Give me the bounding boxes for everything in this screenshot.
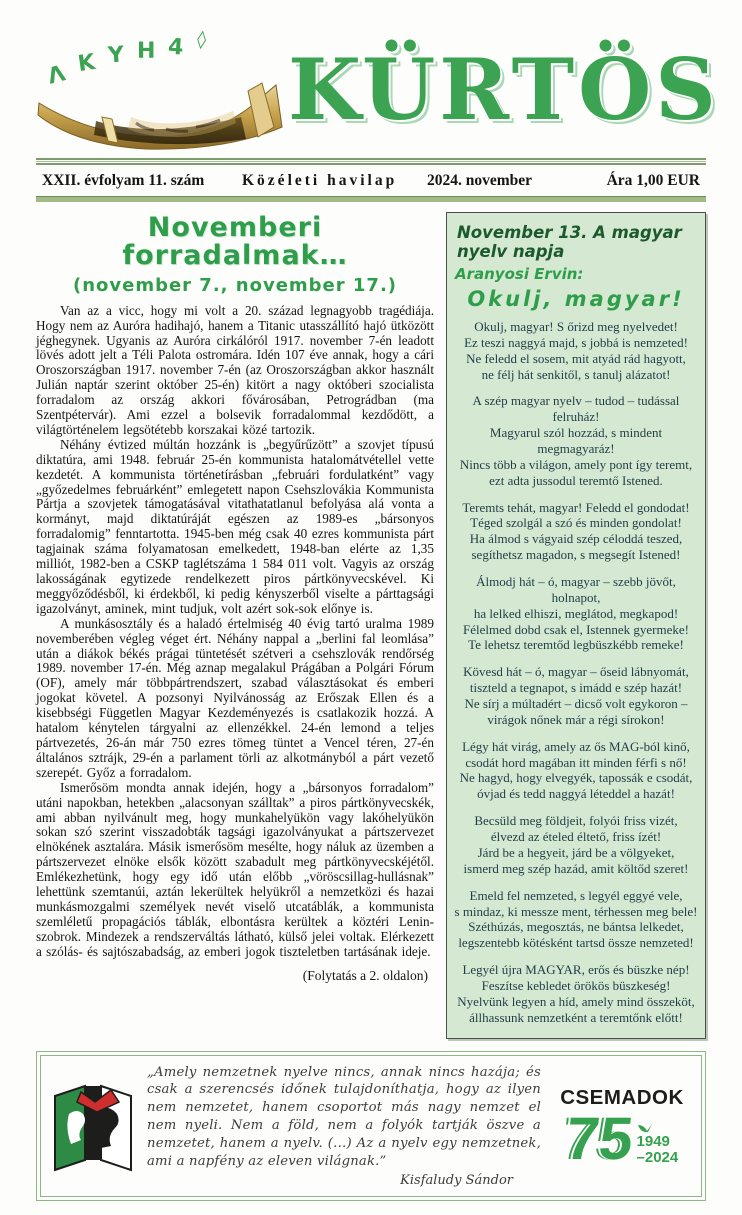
poem-line: ismerd meg szép hazád, amit költőd szeret! — [463, 860, 689, 876]
year-to: –2024 — [636, 1149, 679, 1167]
runic-script — [45, 28, 258, 90]
footer-banner — [36, 1051, 706, 1202]
article-body — [36, 304, 434, 960]
poem-author: Aranyosi Ervin: — [455, 265, 584, 283]
anniversary-number: 75 — [562, 1104, 637, 1172]
publication-type: Közéleti havilap — [242, 172, 398, 189]
poem-stanza — [453, 393, 699, 488]
quote-attribution: Kisfaludy Sándor — [400, 1173, 513, 1189]
poem-line: Légy hát virág, amely az ős MAG-ból kinő, — [462, 738, 690, 754]
poem-box-heading: November 13. A magyar nyelv napja — [457, 223, 682, 261]
poem-line: Teremts tehát, magyar! Feledd el gondodat! — [462, 499, 690, 515]
anniversary-years — [637, 1123, 679, 1166]
poem-stanzas — [453, 319, 699, 1026]
poem-line: ha lelked elhiszi, meglátod, megkapod! — [473, 605, 679, 621]
organization-name: CSEMADOK — [560, 1085, 684, 1109]
horn-icon — [36, 65, 288, 151]
csemadok-logo-icon — [51, 1080, 135, 1172]
poem-line: ezt adta jussodul teremtő Istened. — [489, 472, 663, 488]
rune-glyph: ◊ — [195, 28, 208, 51]
poem-stanza — [453, 962, 699, 1025]
price: Ára 1,00 EUR — [606, 172, 700, 189]
poem-line: Félelmed dobd csak el, Istennek gyermeke! — [463, 621, 689, 637]
header-rule — [36, 158, 706, 165]
poem-line: Álmodj hát – ó, magyar – szebb jövőt, holnapot, — [476, 574, 676, 605]
masthead-bar — [36, 196, 706, 202]
article-paragraph: Néhány évtized múltán hozzánk is „begyűrűzött” a szovjet típusú diktatúra, ami 1948. február 25-én kommunista hatalomátvétellel vette kezdetét. A kommunista történetírásban „februári fordulatként” vagy „győzedelmes februárként” emlegetett napon Csehszlovákia Kommunista Pártja a szovjetek támogatásával vitathatatlanul befolyása alá vonta a kormányt, majd diktatúráját egészen az 1989-es „bársonyos forradalomig” fenntartotta. 1945-ben még csak 40 ezres kommunista párt tagjainak száma folyamatosan emelkedett, 1948-ban elérte az 1,35 milliót, 1982-ben a CSKP taglétszáma 1 584 011 volt. Vagyis az ország lakosságának egytizede rendelkezett piros pártkönyvecskével. Ki meggyőződésből, ki érdekből, ki pedig kényszerből viselte a párttagsági igazolványt, aminek, mint tudjuk, volt azért sok-sok előnye is. — [36, 436, 434, 616]
poem-line: Ne hagyd, hogy elvegyék, tapossák e csodát, — [459, 770, 693, 786]
rune-glyph: Η — [137, 39, 156, 64]
poem-line: A szép magyar nyelv – tudod – tudással felruház! — [472, 393, 680, 425]
poem-line: Nyelvünk legyen a híd, amely mind összeköt, — [457, 993, 695, 1009]
poem-line: Becsüld meg földjeit, folyói friss vizét, — [474, 813, 678, 829]
poem-stanza — [453, 739, 699, 802]
poem-stanza — [453, 888, 699, 951]
poem-line: Feszítse kebledet örökös büszkeség! — [481, 977, 671, 993]
poem-line: Ne feledd el sosem, mit atyád rád hagyott, — [466, 350, 686, 366]
issue-date: 2024. november — [427, 172, 533, 189]
poem-line: legszentebb kötésként tartsd össze nemzeted! — [458, 935, 694, 951]
poem-stanza — [453, 813, 699, 876]
horn-logo — [36, 29, 288, 151]
rune-glyph: 4 — [167, 34, 185, 61]
article-title: Novemberi forradalmak… — [122, 212, 348, 272]
masthead-header — [36, 26, 720, 154]
article-subtitle: (november 7., november 17.) — [72, 274, 398, 296]
rune-glyph: Υ — [107, 42, 125, 69]
poem-line: Legyél újra MAGYAR, erős és büszke nép! — [462, 962, 690, 978]
poem-line: Téged szolgál a szó és minden gondolat! — [470, 515, 682, 531]
continuation-note: (Folytatás a 2. oldalon) — [302, 967, 428, 983]
poem-line: Te lehetsz teremtőd legbüszkébb remeke! — [468, 637, 684, 653]
leaf-icon — [637, 1123, 653, 1133]
issue-number: XXII. évfolyam 11. szám — [42, 172, 205, 189]
year-from: 1949 — [636, 1133, 670, 1151]
poem-line: Emeld fel nemzeted, s legyél eggyé vele, — [469, 887, 683, 903]
lead-article — [36, 212, 434, 984]
rune-glyph: Λ — [45, 61, 68, 90]
poem-line: Magyarul szól hozzád, s mindent megmagyaráz! — [489, 425, 663, 457]
poem-line: ne félj hát senkitől, s tanulj alázatot! — [481, 366, 671, 382]
poem-stanza — [453, 500, 699, 563]
poem-line: Ne sírj a múltadért – dicső volt egykoron – — [464, 696, 688, 712]
paper-title: KÜRTÖS — [288, 40, 720, 139]
footer-banner-inner — [40, 1055, 702, 1198]
article-paragraph: Van az a vicc, hogy mi volt a 20. század legnagyobb tragédiája. Hogy nem az Auróra hadihajó, hanem a Titanic utasszállító hajó ütközött jéghegynek. Ugyanis az Auróra cirkálóról 1917. november 7-én leadott lövés adott jelt a Téli Palota ostromára. Idén 107 éve annak, hogy a cári Oroszországban 1917. november 7-én (az Oroszországban akkor használt Julián naptár szerint október 25-én) kitört a nagy októberi szocialista forradalom az ország akkori fővárosában, Petrográdban (ma Szentpétervár). Ami ezzel a bolsevik forradalommal kezdődött, a világtörténelem legsötétebb korszakai közé tartozik. — [36, 302, 434, 437]
poem-title: Okulj, magyar! — [467, 287, 685, 311]
article-paragraph: Ismerősöm mondta annak idején, hogy a „bársonyos forradalom” utáni napokban, hetekben „alacsonyan szálltak” a piros pártkönyvecskék, ami abban nyilvánult meg, hogy munkahelyükön vagy lakóhelyükön sokan szó szerint visszadobták tagsági igazolványukat a pártszervezet elnökének asztalára. Másik ismerősöm mesélte, hogy náluk az üzemben a pártszervezet elnöke elsők között szabadult meg pártkönyvecskéjétől. Emlékezhetünk, hogy egy idő után előbb „vöröscsillag-hullásnak” lehettünk szemtanúi, aztán lekerültek helyükről a nemzetközi és hazai munkásmozgalmi személyek nevét viselő utcatáblák, a kommunista szemléletű propagációs táblák, elbontásra kerültek a köztéri Lenin-szobrok. Mindezek a rendszerváltás látható, külső jelei voltak. Elérkezett a szólás- és sajtószabadság, az emberi jogok tiszteletben tartásának ideje. — [36, 779, 434, 959]
quote-block — [147, 1064, 541, 1189]
poem-stanza — [453, 664, 699, 727]
poem-line: s mindaz, ki messze ment, térhessen meg bele! — [454, 903, 698, 919]
poem-line: élvezd az ételed éltető, friss ízét! — [490, 829, 662, 845]
poem-line: virágok nőnek már a régi sírokon! — [487, 711, 665, 727]
main-content — [36, 212, 706, 1039]
anniversary-block — [553, 1085, 691, 1172]
poem-line: Okulj, magyar! S őrizd meg nyelvedet! — [474, 319, 678, 334]
poem-line: óvjad és tedd naggyá léteddel a hazát! — [477, 786, 675, 802]
poem-line: tiszteld a tegnapot, s imádd e szép hazát! — [469, 680, 683, 696]
poem-box — [446, 212, 706, 1039]
poem-stanza — [453, 574, 699, 653]
masthead-line — [36, 165, 706, 196]
poem-stanza — [453, 319, 699, 382]
rune-glyph: Κ — [76, 49, 97, 78]
poem-line: állhassunk nemzetként a teremtőnk előtt! — [469, 1009, 683, 1025]
poem-line: Széthúzás, megosztás, ne bántsa lelkedet, — [468, 919, 684, 935]
poem-line: csodát hord magában itt minden férfi s nő! — [465, 754, 687, 770]
poem-line: Nincs több a világon, amely pont így teremt, — [459, 456, 693, 472]
poem-line: Járd be a hegyeit, járd be a völgyeket, — [477, 844, 675, 860]
poem-line: Kövesd hát – ó, magyar – őseid lábnyomát, — [463, 664, 689, 680]
poem-line: Ez teszi naggyá majd, s jobbá is nemzeted! — [464, 334, 688, 350]
poem-line: segíthetsz magadon, s megsegít Istened! — [471, 547, 681, 563]
poem-line: Ha álmod s vágyaid szép céloddá teszed, — [469, 531, 683, 547]
article-paragraph: A munkásosztály és a haladó értelmiség 40 évig tartó uralma 1989 novemberében végleg véget ért. Néhány nappal a „berlini fal leomlása” után a diákok békés prágai tüntetését szétveri a csehszlovák rendőrség 1989. november 17-én. Még aznap megalakul Prágában a Polgári Fórum (OF), amely már többpártrendszert, szabad választásokat és emberi jogokat követel. A pozsonyi Nyilvánosság az Erőszak Ellen és a kisebbségi Független Magyar Kezdeményezés is csatlakozik hozzá. A hatalom kénytelen tárgyalni az ellenzékkel. 24-én lemond a teljes pártvezetés, 26-án már 750 ezres tömeg tüntet a Vencel téren, 27-én általános sztrájk, 29-én a parlament törli az alkotmányból a párt vezető szerepét. Győz a forradalom. — [36, 615, 434, 780]
footer-quote: „Amely nemzetnek nyelve nincs, annak nincs hazája; és csak a szerencsés időnek tulajdoníthatja, hogy az ilyen nem nemzetet, hanem csoportot más nagy nemzet el nem nyeli. Nem a föld, nem a folyók tartják öszve a nemzetet, hanem a nyelv. (…) Az a nyelv egy nemzetnek, ami a napfény az eleven világnak.” — [147, 1064, 541, 1169]
